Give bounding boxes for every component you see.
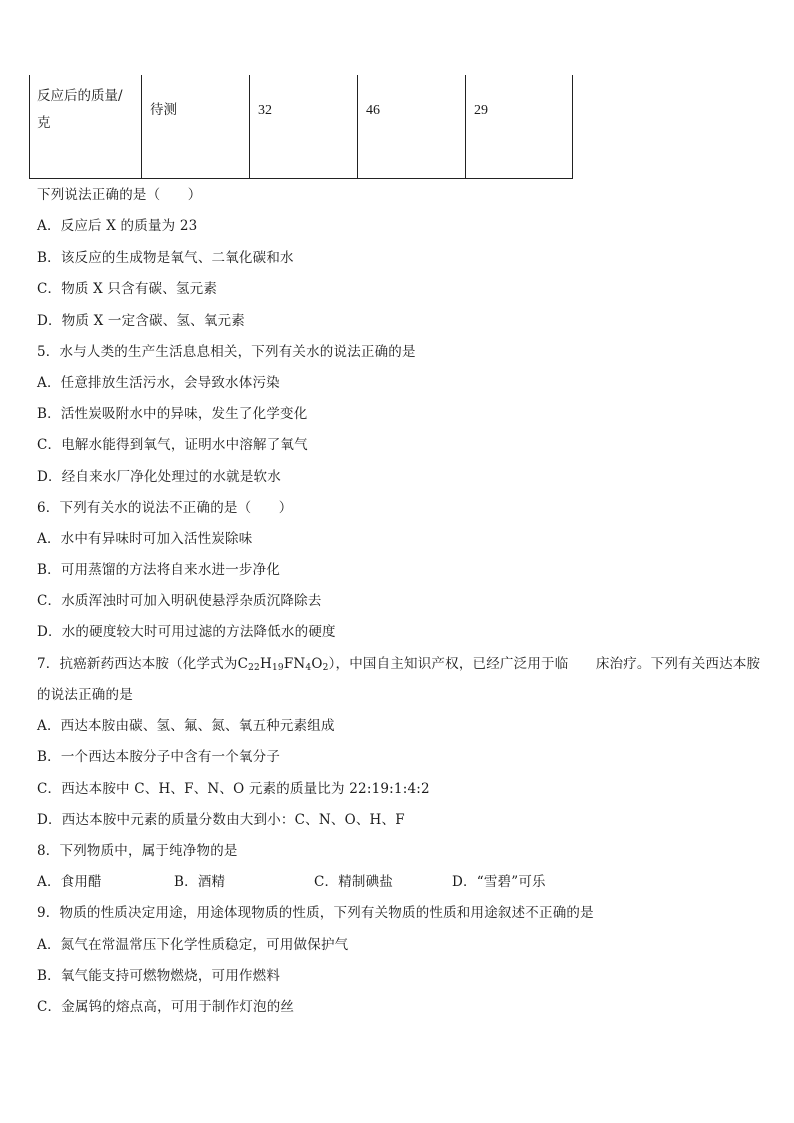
question-stem: 6．下列有关水的说法不正确的是（ ） xyxy=(37,500,293,516)
option-b: B．一个西达本胺分子中含有一个氧分子 xyxy=(37,749,281,765)
table-border xyxy=(29,178,573,179)
option-a: A．食用醋 xyxy=(37,874,102,890)
table-cell: 32 xyxy=(258,103,272,118)
formula-subscript: 22 xyxy=(248,663,260,673)
option-c: C．物质 X 只含有碳、氢元素 xyxy=(37,281,218,297)
options-row xyxy=(37,872,557,892)
option-a: A．任意排放生活污水，会导致水体污染 xyxy=(37,375,280,391)
formula-subscript: 19 xyxy=(271,663,284,673)
option-b: B．酒精 xyxy=(174,874,226,890)
question-stem: 9．物质的性质决定用途，用途体现物质的性质，下列有关物质的性质和用途叙述不正确的是 xyxy=(37,905,594,921)
mass-table xyxy=(29,75,573,179)
table-row-label xyxy=(37,83,123,137)
option-b: B．可用蒸馏的方法将自来水进一步净化 xyxy=(37,562,281,578)
option-b: B．该反应的生成物是氧气、二氧化碳和水 xyxy=(37,250,294,266)
option-a: A．西达本胺由碳、氢、氟、氮、氧五种元素组成 xyxy=(37,718,335,734)
option-a: A．反应后 X 的质量为 23 xyxy=(37,218,198,234)
question-stem xyxy=(37,654,760,674)
table-cell: 待测 xyxy=(150,102,177,118)
table-border xyxy=(465,75,466,179)
option-a: A．氮气在常温常压下化学性质稳定，可用做保护气 xyxy=(37,937,349,953)
table-cell: 46 xyxy=(366,103,380,118)
table-border xyxy=(357,75,358,179)
formula-part: H xyxy=(259,656,272,672)
option-d: D．西达本胺中元素的质量分数由大到小：C、N、O、H、F xyxy=(37,812,405,828)
formula-part: O xyxy=(311,656,323,672)
question-stem-line2: 的说法正确的是 xyxy=(37,687,133,703)
question-stem: 下列说法正确的是（ ） xyxy=(37,187,202,203)
question-stem: 8．下列物质中，属于纯净物的是 xyxy=(37,843,238,859)
option-d: D．经自来水厂净化处理过的水就是软水 xyxy=(37,469,281,485)
stem-prefix: 7．抗癌新药西达本胺（化学式为 xyxy=(37,656,238,672)
option-c: C．精制碘盐 xyxy=(314,874,394,890)
option-c: C．西达本胺中 C、H、F、N、O 元素的质量比为 22:19:1:4:2 xyxy=(37,781,430,797)
formula-subscript: 4 xyxy=(305,663,312,673)
table-row-label-line2: 克 xyxy=(37,115,51,131)
option-c: C．电解水能得到氧气，证明水中溶解了氧气 xyxy=(37,437,308,453)
table-border xyxy=(29,75,30,179)
question-stem: 5．水与人类的生产生活息息相关，下列有关水的说法正确的是 xyxy=(37,344,416,360)
stem-suffix: ），中国自主知识产权，已经广泛用于临 床治疗。下列有关西达本胺 xyxy=(328,656,761,672)
table-border xyxy=(141,75,142,179)
option-a: A．水中有异味时可加入活性炭除味 xyxy=(37,531,253,547)
option-b: B．活性炭吸附水中的异味，发生了化学变化 xyxy=(37,406,308,422)
option-c: C．金属钨的熔点高，可用于制作灯泡的丝 xyxy=(37,999,295,1015)
option-d: D．物质 X 一定含碳、氢、氧元素 xyxy=(37,313,245,329)
option-d: D．“雪碧”可乐 xyxy=(452,874,546,890)
option-d: D．水的硬度较大时可用过滤的方法降低水的硬度 xyxy=(37,624,336,640)
formula-part: C xyxy=(237,656,249,672)
option-b: B．氧气能支持可燃物燃烧，可用作燃料 xyxy=(37,968,281,984)
formula-part: FN xyxy=(283,656,306,672)
table-border xyxy=(572,75,573,179)
table-row-label-line1: 反应后的质量/ xyxy=(37,88,123,104)
table-cell: 29 xyxy=(474,103,488,118)
chemical-formula xyxy=(238,654,329,674)
formula-subscript: 2 xyxy=(322,663,329,673)
table-border xyxy=(249,75,250,179)
option-c: C．水质浑浊时可加入明矾使悬浮杂质沉降除去 xyxy=(37,593,322,609)
